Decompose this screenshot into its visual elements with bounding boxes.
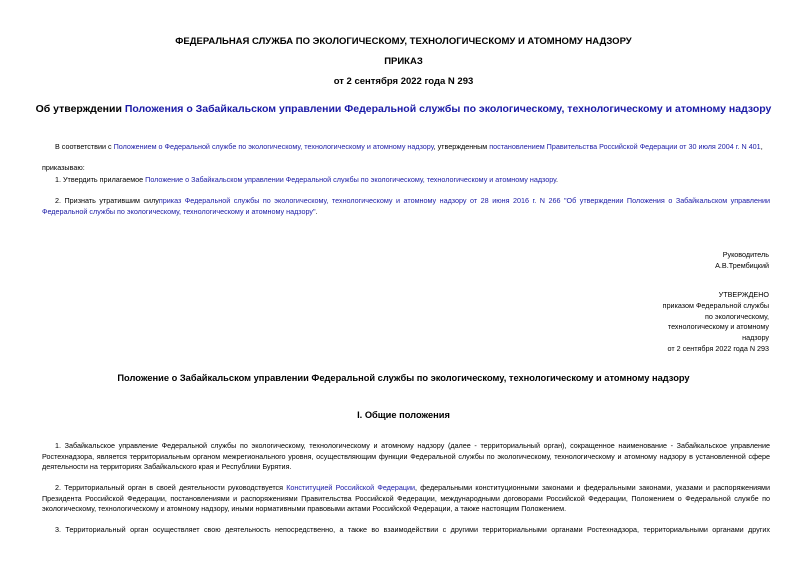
approval-stamp — [549, 290, 769, 355]
signature-role: Руководитель — [722, 250, 769, 259]
p2-text-a: 2. Территориальный орган в своей деятельности руководствуется — [55, 483, 287, 492]
item-1-end: . — [556, 175, 559, 184]
p2-constitution-link[interactable]: Конституцией Российской Федерации — [286, 483, 415, 492]
item-1-text: 1. Утвердить прилагаемое — [55, 175, 146, 184]
preamble-link-regulation[interactable]: Положением о Федеральной службе по экологическому, технологическому и атомному надзору — [113, 142, 434, 151]
agency-header: ФЕДЕРАЛЬНАЯ СЛУЖБА ПО ЭКОЛОГИЧЕСКОМУ, ТЕХНОЛОГИЧЕСКОМУ И АТОМНОМУ НАДЗОРУ — [175, 36, 632, 47]
signature-block — [569, 250, 769, 272]
item-2-text: 2. Признать утратившим силу — [55, 196, 159, 205]
item-2-link[interactable]: приказ Федеральной службы по экологическому, технологическому и атомному надзору от 28 июня 2016 г. N 266 "Об утверждении Положения о Забайкальском управлении Федеральной службы по экологическому, технологическому и атомному надзору" — [42, 196, 770, 216]
body-paragraph-3: 3. Территориальный орган осуществляет свою деятельность непосредственно, а также во взаимодействии с другими территориальными органами Ростехнадзора, территориальными органами других — [55, 525, 770, 534]
order-title-prefix: Об утверждении — [35, 103, 125, 115]
regulation-title: Положение о Забайкальском управлении Федеральной службы по экологическому, технологическому и атомному надзору — [117, 373, 690, 383]
order-title-link[interactable]: Положения о Забайкальском управлении Федеральной службы по экологическому, технологическому и атомному надзору — [124, 103, 772, 115]
signature-name: А.В.Трембицкий — [715, 260, 769, 270]
preamble-text-2: , утвержденным — [433, 142, 490, 151]
body-paragraph-2 — [42, 483, 770, 515]
p2-text-b: , федеральными конституционными законами и федеральными законами, указами и распоряжениями Президента Российской Федерации, постановлениями и распоряжениями Правительства Российской Федерации, международными договорами Российской Федерации, Положением о Федеральной службе по экологическому, технологическому и атомному надзору, иными нормативными правовыми актами Российской Федерации, а также настоящим Положением. — [42, 483, 770, 514]
preamble — [42, 142, 772, 153]
order-title — [0, 103, 807, 115]
item-1-link[interactable]: Положение о Забайкальском управлении Федеральной службы по экологическому, технологическому и атомному надзору — [145, 175, 557, 184]
preamble-text-1: В соответствии с — [55, 142, 114, 151]
approval-l3: по экологическому, — [705, 311, 769, 321]
doc-type: ПРИКАЗ — [384, 56, 423, 67]
item-2-end: . — [315, 206, 318, 216]
approval-l6: от 2 сентября 2022 года N 293 — [667, 343, 769, 353]
preamble-text-3: , — [760, 142, 763, 151]
preamble-link-decree[interactable]: постановлением Правительства Российской Федерации от 30 июля 2004 г. N 401 — [489, 142, 761, 151]
approval-l2: приказом Федеральной службы — [662, 300, 769, 310]
doc-date-number: от 2 сентября 2022 года N 293 — [333, 76, 474, 87]
body-paragraph-1: 1. Забайкальское управление Федеральной службы по экологическому, технологическому и атомному надзору (далее - территориальный орган), сокращенное наименование - Забайкальское управление Ростехнадзора, является территориальным органом межрегионального уровня, осуществляющим функции Федеральной службы по экологическому, технологическому и атомному надзору в установленной сфере деятельности на территориях Забайкальского края и Республики Бурятия. — [42, 441, 770, 472]
approval-l5: надзору — [742, 333, 769, 343]
approval-l1: УТВЕРЖДЕНО — [718, 290, 769, 299]
item-2 — [42, 196, 770, 217]
order-word: приказываю: — [42, 163, 85, 172]
item-1 — [55, 175, 558, 186]
section-title: I. Общие положения — [357, 410, 450, 420]
approval-l4: технологическому и атомному — [667, 322, 769, 332]
